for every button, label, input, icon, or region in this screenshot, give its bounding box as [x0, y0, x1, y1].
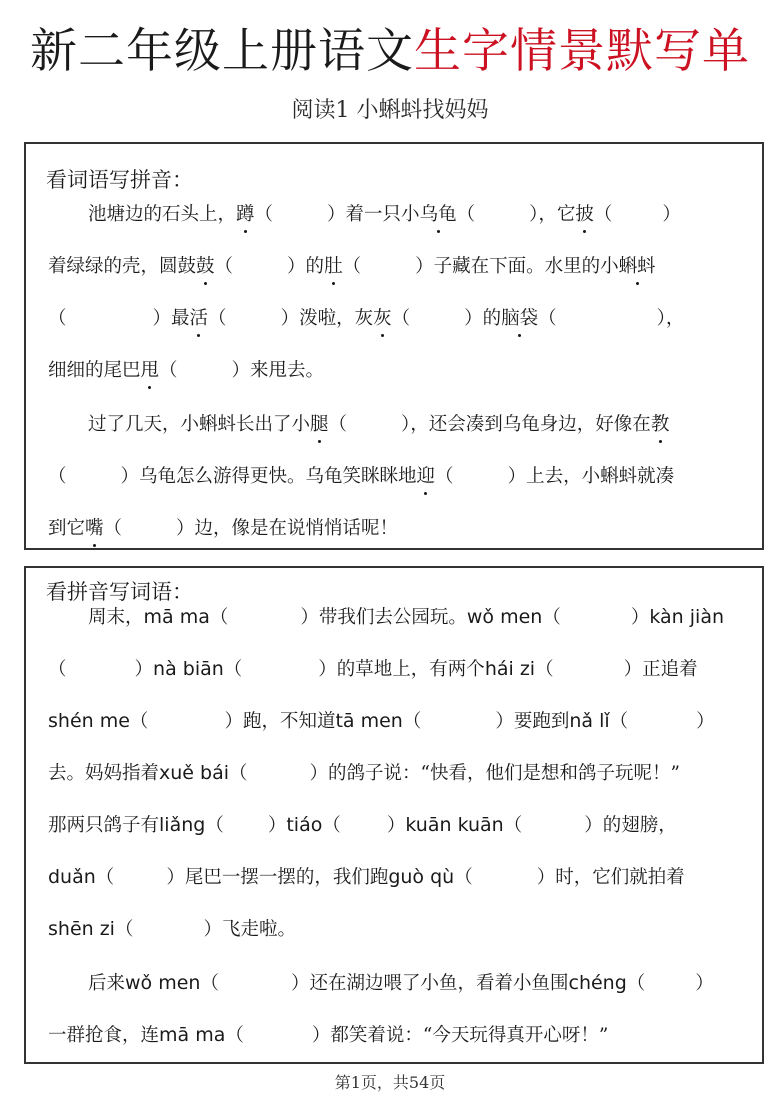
close-paren: ）: [630, 607, 650, 628]
section-heading: 看词语写拼音：: [46, 168, 193, 192]
close-paren: ）: [386, 815, 406, 836]
close-paren: ）: [695, 973, 714, 994]
open-paren: （: [593, 204, 613, 225]
open-paren: （: [254, 204, 274, 225]
text: ）来甩去。: [231, 360, 325, 381]
open-paren: （: [535, 659, 554, 680]
text: ）尾巴一摆一摆的，我们跑: [166, 867, 389, 888]
open-paren: （: [609, 711, 629, 732]
open-paren: （: [402, 711, 422, 732]
open-paren: （: [342, 256, 362, 277]
open-paren: （: [229, 763, 248, 784]
text: 着绿绿的壳，圆鼓: [48, 256, 197, 277]
pinyin: guò qù: [388, 866, 455, 888]
text: ）都笑着说：“今天玩得真开心呀！”: [311, 1025, 609, 1046]
text-line: [48, 914, 744, 944]
pinyin: hái zi: [484, 658, 536, 680]
text-line: [48, 862, 744, 892]
text-line: [48, 810, 744, 840]
close-paren: ）: [696, 711, 715, 732]
open-paren: （: [48, 659, 67, 680]
dotted-word: 腿: [310, 410, 329, 440]
open-paren: （: [225, 1025, 244, 1046]
open-paren: （: [322, 815, 341, 836]
open-paren: （: [391, 308, 411, 329]
pinyin: tiáo: [286, 814, 323, 836]
text-line: [48, 304, 744, 334]
open-paren: （: [542, 607, 561, 628]
text: ）带我们去公园玩。: [300, 607, 467, 628]
text-line: [48, 1020, 744, 1050]
open-paren: （: [626, 973, 646, 994]
section-pinyin-exercise: [24, 142, 764, 550]
text: 那两只鸽子有: [48, 815, 160, 836]
title-black-part: 新二年级上册语文: [30, 24, 414, 79]
text: ）时，它们就拍着: [536, 867, 685, 888]
text: ）的翅膀，: [584, 815, 677, 836]
text: ），它: [529, 204, 576, 225]
open-paren: （: [95, 867, 115, 888]
text: ）的鸽子说：“快看，他们是想和鸽子玩呢！”: [309, 763, 680, 784]
text-line: [48, 706, 744, 736]
text: 去。妈妈指着: [48, 763, 160, 784]
dotted-word: 迎: [417, 462, 436, 492]
dotted-word: 肚: [324, 252, 343, 282]
text-line: [48, 654, 744, 684]
title-red-part: 生字情景默写单: [414, 24, 750, 79]
text-line: [48, 200, 744, 230]
dotted-word: 蝌蚪: [619, 252, 656, 282]
text: 细细的尾巴: [48, 360, 141, 381]
pinyin: nǎ lǐ: [569, 710, 610, 732]
text: ）子藏在下面。水里的小: [415, 256, 619, 277]
pinyin: chéng: [568, 972, 627, 994]
text-line: [48, 514, 744, 544]
text: 周末，: [88, 607, 144, 628]
open-paren: （: [223, 659, 243, 680]
pinyin: shén me: [48, 710, 130, 732]
open-paren: （: [48, 308, 67, 329]
open-paren: （: [456, 204, 476, 225]
close-paren: ）: [134, 659, 154, 680]
text: 池塘边的石头上，: [88, 204, 237, 225]
dotted-word: 披: [575, 200, 594, 230]
text: ）的: [287, 256, 325, 277]
text: 后来: [88, 973, 126, 994]
section-words-exercise: [24, 566, 764, 1064]
pinyin: liǎng: [159, 814, 206, 836]
text: ）乌龟怎么游得更快。乌龟笑眯眯地: [120, 466, 417, 487]
open-paren: （: [435, 466, 454, 487]
open-paren: （: [503, 815, 523, 836]
pinyin: wǒ men: [466, 606, 543, 628]
pinyin: tā men: [335, 710, 403, 732]
pinyin: duǎn: [48, 866, 96, 888]
pinyin: shēn zi: [48, 918, 115, 940]
page-number: 第1页，共54页: [334, 1073, 446, 1092]
text: 一群抢食，连: [48, 1025, 160, 1046]
dotted-word: 鼓: [196, 252, 215, 282]
pinyin: mā ma: [143, 606, 210, 628]
text-line: [48, 758, 744, 788]
text: ）的: [464, 308, 502, 329]
text-line: [48, 602, 744, 632]
text-line: [48, 968, 744, 998]
pinyin: nà biān: [153, 658, 224, 680]
pinyin: wǒ men: [125, 972, 201, 994]
text: ）正追着: [623, 659, 698, 680]
dotted-word: 甩: [141, 356, 160, 386]
open-paren: （: [129, 711, 149, 732]
pinyin: xuě bái: [159, 762, 230, 784]
open-paren: （: [328, 414, 348, 435]
dotted-word: 灰: [373, 304, 392, 334]
open-paren: （: [159, 360, 178, 381]
open-paren: （: [208, 308, 227, 329]
text-line: [48, 356, 744, 386]
open-paren: （: [200, 973, 219, 994]
text: ）上去，小蝌蚪就凑: [507, 466, 675, 487]
section-heading: 看拼音写词语：: [46, 580, 193, 604]
close-paren: ）: [267, 815, 287, 836]
open-paren: （: [538, 308, 557, 329]
open-paren: （: [214, 256, 234, 277]
page-subtitle: 阅读1 小蝌蚪找妈妈: [291, 98, 489, 123]
dotted-word: 乌龟: [420, 200, 457, 230]
open-paren: （: [454, 867, 473, 888]
page-title: [0, 22, 780, 82]
open-paren: （: [209, 607, 229, 628]
text-line: [48, 252, 744, 282]
text: ）的草地上，有两个: [318, 659, 485, 680]
open-paren: （: [103, 518, 123, 539]
text: ），还会凑到乌龟身边，好像在: [401, 414, 651, 435]
open-paren: （: [114, 919, 134, 940]
pinyin: kàn jiàn: [649, 606, 725, 628]
text: ）着一只小: [327, 204, 420, 225]
close-paren: ）: [662, 204, 681, 225]
text: 到它: [48, 518, 86, 539]
dotted-word: 嘴: [85, 514, 104, 544]
dotted-word: 教: [651, 410, 670, 440]
text: ）跑，不知道: [224, 711, 336, 732]
text: ）泼啦，灰: [280, 308, 374, 329]
text: ），: [656, 308, 685, 329]
pinyin: kuān kuān: [405, 814, 504, 836]
text: 过了几天，小蝌蚪长出了小: [88, 414, 311, 435]
text: ）飞走啦。: [203, 919, 296, 940]
dotted-word: 活: [190, 304, 209, 334]
open-paren: （: [48, 466, 67, 487]
text-line: [48, 462, 744, 492]
dotted-word: 蹲: [236, 200, 255, 230]
text-line: [48, 410, 744, 440]
text: ）最: [152, 308, 190, 329]
text: ）要跑到: [495, 711, 570, 732]
text: ）边，像是在说悄悄话呢！: [176, 518, 399, 539]
pinyin: mā ma: [159, 1024, 226, 1046]
text: ）还在湖边喂了小鱼，看着小鱼围: [290, 973, 569, 994]
dotted-word: 脑袋: [501, 304, 538, 334]
open-paren: （: [205, 815, 224, 836]
